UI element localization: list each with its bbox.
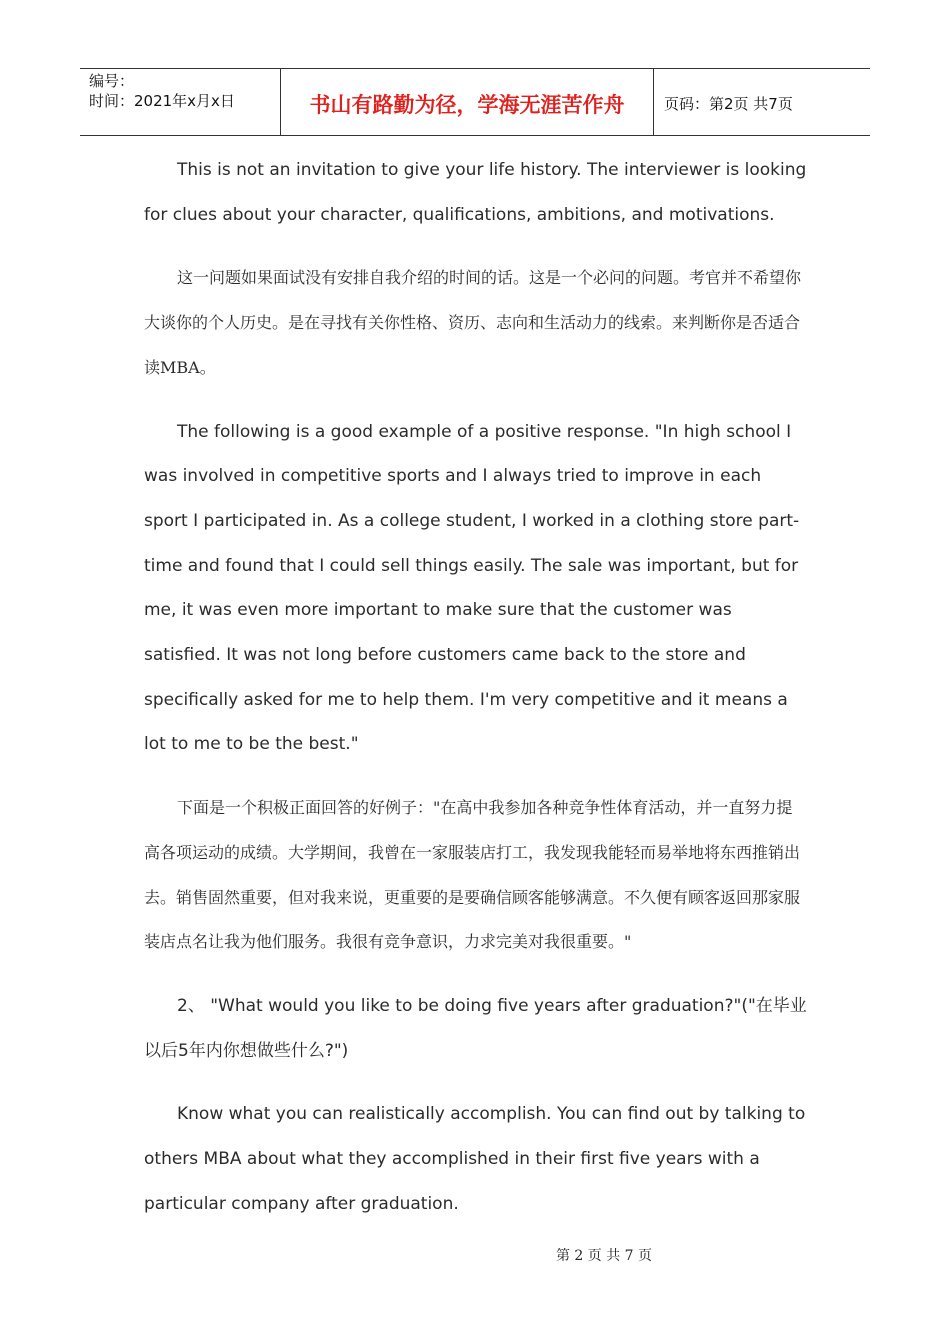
paragraph-intro-cn: 这一问题如果面试没有安排自我介绍的时间的话。这是一个必问的问题。考官并不希望你大谈你的个人历史。是在寻找有关你性格、资历、志向和生活动力的线索。来判断你是否适合读MBA。 <box>144 268 802 377</box>
page-header <box>80 68 870 136</box>
number-label: 编号： <box>89 72 135 90</box>
paragraph-intro-en: This is not an invitation to give your life history. The interviewer is looking for clues about your character, qualifications, ambitions, and motivations. <box>144 160 807 225</box>
header-motto: 书山有路勤为径，学海无涯苦作舟 <box>281 69 654 135</box>
question-2: 2、 "What would you like to be doing five years after graduation?"("在毕业以后5年内你想做些什么?") <box>144 995 807 1061</box>
paragraph-example-cn: 下面是一个积极正面回答的好例子："在高中我参加各种竞争性体育活动，并一直努力提高各项运动的成绩。大学期间，我曾在一家服装店打工，我发现我能轻而易举地将东西推销出去。销售固然重要，但对我来说，更重要的是要确信顾客能够满意。不久便有顾客返回那家服装店点名让我为他们服务。我很有竞争意识，力求完美对我很重要。" <box>144 798 801 952</box>
page-footer: 第 2 页 共 7 页 <box>555 1248 653 1264</box>
document-body <box>144 148 808 1226</box>
paragraph-advice-en: Know what you can realistically accomplish. You can find out by talking to others MBA about what they accomplished in their first five years with a particular company after graduation. <box>144 1104 806 1214</box>
paragraph-example-en: The following is a good example of a positive response. "In high school I was involved in competitive sports and I always tried to improve in each sport I participated in. As a college student, I worked in a clothing store part-time and found that I could sell things easily. The sale was important, but for me, it was even more important to make sure that the customer was satisfied. It was not long before customers came back to the store and specifically asked for me to help them. I'm very competitive and it means a lot to me to be the best." <box>144 421 800 755</box>
date-line: 时间：2021年x月x日 <box>89 92 235 110</box>
header-page-info: 页码：第2页 共7页 <box>664 94 793 113</box>
header-meta <box>80 69 281 135</box>
